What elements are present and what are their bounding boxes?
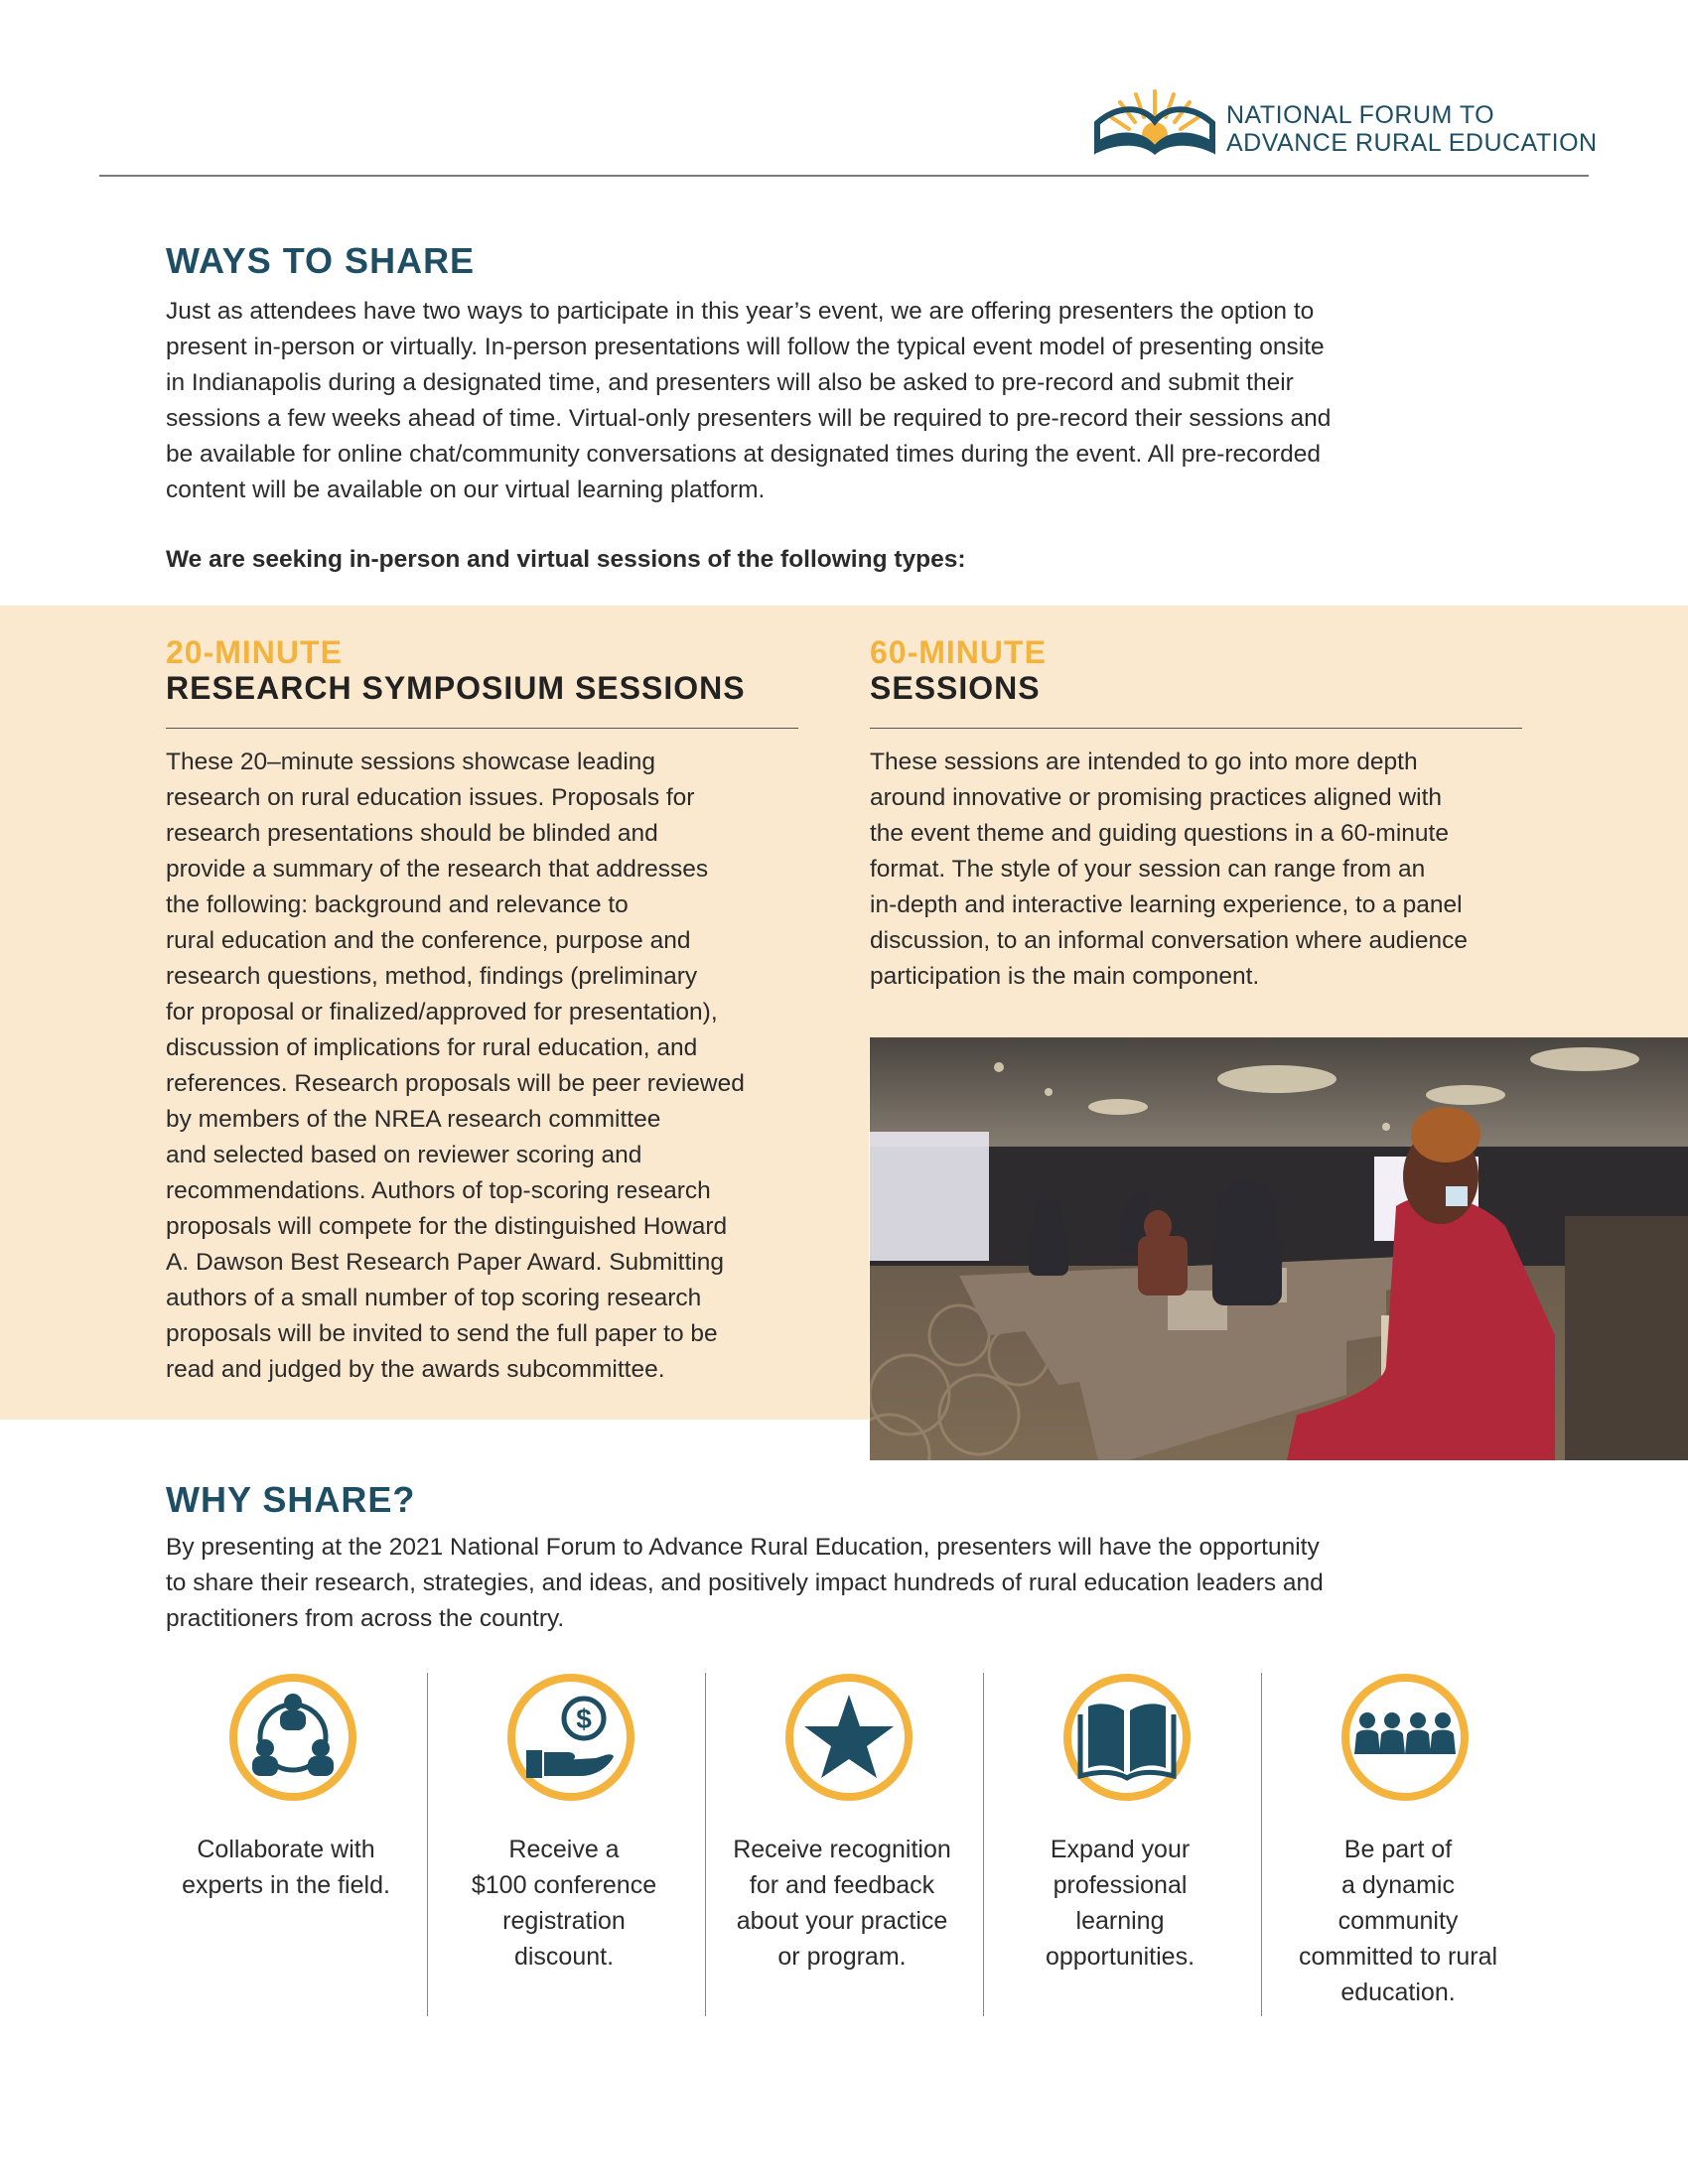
caption-line: $100 conference (471, 1871, 657, 1899)
body-line: read and judged by the awards subcommittee. (166, 1356, 665, 1383)
svg-text:$: $ (576, 1704, 592, 1734)
benefit-caption (981, 1832, 1259, 1975)
body-line: provide a summary of the research that addresses (166, 856, 709, 883)
caption-line: opportunities. (1045, 1943, 1196, 1971)
research-title: RESEARCH SYMPOSIUM SESSIONS (166, 670, 746, 706)
benefit-discount (425, 1673, 703, 2016)
caption-line: a dynamic (1341, 1871, 1455, 1899)
caption-line: discount. (513, 1943, 615, 1971)
body-line: for proposal or finalized/approved for presentation), (166, 999, 718, 1025)
sixty-minute-divider (870, 728, 1522, 729)
why-share-body (166, 1530, 1324, 1637)
open-book-icon (1062, 1673, 1192, 1802)
conference-room-photo (870, 1037, 1688, 1460)
body-line: rural education and the conference, purpose and (166, 927, 691, 954)
caption-line: learning (1075, 1907, 1165, 1935)
benefit-learning (981, 1673, 1259, 2016)
benefit-caption (1259, 1832, 1537, 2010)
caption-line: Receive a (508, 1836, 620, 1863)
ways-to-share-title: WAYS TO SHARE (166, 240, 476, 281)
body-line: the event theme and guiding questions in a 60-minute (870, 820, 1449, 847)
research-body (166, 745, 745, 1388)
caption-line: education. (1340, 1979, 1456, 2006)
body-line: references. Research proposals will be peer reviewed (166, 1070, 745, 1097)
body-line: by members of the NREA research committee (166, 1106, 661, 1133)
research-session-heading (166, 634, 746, 706)
body-line: discussion of implications for rural education, and (166, 1034, 698, 1061)
caption-line: Receive recognition (733, 1836, 951, 1863)
benefit-community (1259, 1673, 1537, 2016)
sunrise-book-logo (1092, 83, 1217, 155)
collaboration-people-icon (228, 1673, 357, 1802)
research-divider (166, 728, 798, 729)
body-line: and selected based on reviewer scoring and (166, 1142, 642, 1168)
sixty-minute-title: SESSIONS (870, 670, 1041, 706)
caption-line: or program. (777, 1943, 907, 1971)
org-name (1226, 101, 1598, 157)
org-name-line2: ADVANCE RURAL EDUCATION (1226, 129, 1598, 157)
body-line: sessions a few weeks ahead of time. Virtual-only presenters will be required to pre-record their sessions and (166, 405, 1332, 432)
caption-line: Collaborate with (197, 1836, 375, 1863)
benefit-caption (703, 1832, 981, 1975)
body-line: in-depth and interactive learning experience, to a panel (870, 891, 1463, 918)
body-line: research on rural education issues. Proposals for (166, 784, 695, 811)
body-line: research questions, method, findings (preliminary (166, 963, 698, 990)
caption-line: experts in the field. (182, 1871, 390, 1899)
body-line: authors of a small number of top scoring research (166, 1285, 702, 1311)
caption-line: community (1337, 1907, 1459, 1935)
body-line: around innovative or promising practices aligned with (870, 784, 1443, 811)
benefit-collaborate (147, 1673, 425, 2016)
body-line: participation is the main component. (870, 963, 1260, 990)
sixty-minute-kicker: 60-MINUTE (870, 634, 1047, 670)
body-line: proposals will compete for the distinguished Howard (166, 1213, 728, 1240)
body-line: be available for online chat/community conversations at designated times during the event. All pre-recorded (166, 441, 1322, 468)
caption-line: about your practice (736, 1907, 948, 1935)
caption-line: Be part of (1343, 1836, 1453, 1863)
org-name-line1: NATIONAL FORUM TO (1226, 101, 1495, 129)
body-line: recommendations. Authors of top-scoring research (166, 1177, 711, 1204)
sixty-minute-body (870, 745, 1468, 995)
body-line: present in-person or virtually. In-person presentations will follow the typical event model of presenting onsite (166, 334, 1325, 360)
caption-line: for and feedback (749, 1871, 935, 1899)
body-line: in Indianapolis during a designated time, and presenters will also be asked to pre-record and submit their (166, 369, 1294, 396)
body-line: Just as attendees have two ways to participate in this year’s event, we are offering presenters the option to (166, 298, 1315, 325)
caption-line: Expand your (1050, 1836, 1191, 1863)
caption-line: registration (502, 1907, 626, 1935)
body-line: research presentations should be blinded and (166, 820, 658, 847)
benefit-caption (425, 1832, 703, 1975)
benefit-recognition (703, 1673, 981, 2016)
body-line: format. The style of your session can range from an (870, 856, 1426, 883)
body-line: discussion, to an informal conversation where audience (870, 927, 1468, 954)
community-group-icon (1340, 1673, 1470, 1802)
body-line: content will be available on our virtual learning platform. (166, 477, 766, 503)
body-line: By presenting at the 2021 National Forum to Advance Rural Education, presenters will have the opportunity (166, 1534, 1320, 1561)
hand-dollar-coin-icon (506, 1673, 635, 1802)
body-line: to share their research, strategies, and ideas, and positively impact hundreds of rural education leaders and (166, 1570, 1324, 1596)
body-line: the following: background and relevance to (166, 891, 629, 918)
body-line: proposals will be invited to send the full paper to be (166, 1320, 718, 1347)
body-line: practitioners from across the country. (166, 1605, 565, 1632)
body-line: These 20–minute sessions showcase leading (166, 749, 656, 775)
header-divider (99, 175, 1589, 177)
seeking-statement: We are seeking in-person and virtual sessions of the following types: (166, 546, 966, 573)
why-share-title: WHY SHARE? (166, 1479, 416, 1520)
sixty-minute-heading (870, 634, 1047, 706)
ways-to-share-body (166, 294, 1536, 508)
caption-line: professional (1053, 1871, 1188, 1899)
body-line: These sessions are intended to go into more depth (870, 749, 1418, 775)
caption-line: committed to rural (1298, 1943, 1498, 1971)
benefit-caption (147, 1832, 425, 1903)
body-line: A. Dawson Best Research Paper Award. Submitting (166, 1249, 724, 1276)
research-kicker: 20-MINUTE (166, 634, 343, 670)
star-icon (784, 1673, 914, 1802)
